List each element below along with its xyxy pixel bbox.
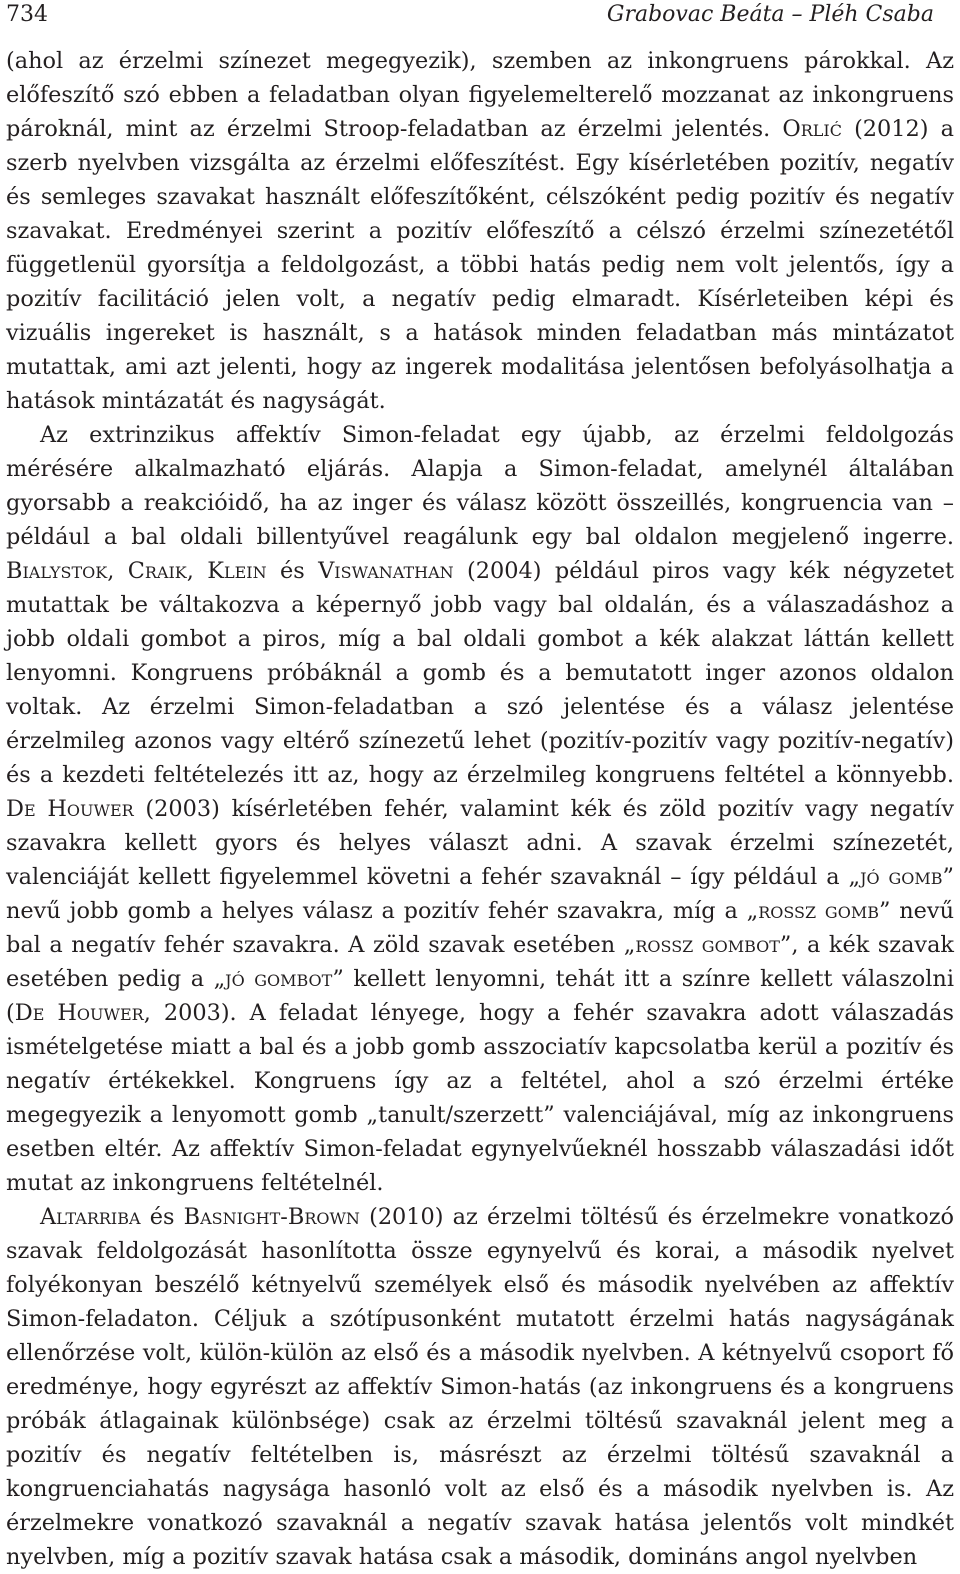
author-name: Bialystok [6,558,108,584]
text-run: és [140,1204,184,1230]
text-run: (2010) az érzelmi töltésű és érzelmekre vonatkozó szavak feldolgozását hasonlította össze egynyelvű és korai, a második nyelvet folyékonyan beszélő kétnyelvű személyek első és második nyelvében az affektív Simon-feladaton. Céljuk a szótípusonként mutatott érzelmi hatás nagyságának ellenőrzése volt, külön-külön az első és a második nyelvben. A kétnyelvű csoport fő eredménye, hogy egyrészt az affektív Simon-hatás (az inkongruens és a kongruens próbák átlagainak különbsége) csak az érzelmi töltésű szavaknál jelent meg a pozitív és negatív feltételben is, másrészt az érzelmi töltésű szavaknál a kongruenciahatás nagysága hasonló volt az első és a második nyelvben is. Az érzelmekre vonatkozó szavaknál a negatív szavak hatása jelentős volt mindkét nyelvben, míg a pozitív szavak hatása csak a második, domináns angol nyelvben [6,1204,954,1570]
author-name: De Houwer [14,1000,144,1026]
button-label-term: jó gomb [860,864,943,890]
text-run: ” nevű bal a negatív fehér szavakra. A zöld szavak esetében „ [6,898,954,958]
author-name: Klein [207,558,267,584]
text-run: és [266,558,319,584]
paragraph-1 [6,44,954,418]
text-run: ” nevű jobb gomb a helyes válasz a pozitív fehér szavakra, míg a „ [6,864,954,924]
text-run: ” kellett lenyomni, tehát itt a színre kellett válaszolni ( [6,966,954,1026]
page-number: 734 [6,2,48,27]
text-run: (ahol az érzelmi színezet megegyezik), szemben az inkongruens párokkal. Az előfeszítő szó ebben a feladatban olyan figyelemelterelő mozzanat az inkongruens pároknál, mint az érzelmi Stroop-feladatban az érzelmi jelentés. [6,48,954,142]
text-run: (2003) kísérletében fehér, valamint kék és zöld pozitív vagy negatív szavakra kellett gyors és helyes választ adni. A szavak érzelmi színezetét, valenciáját kellett figyelemmel követni a fehér szavaknál – így például a „ [6,796,954,890]
document-page [6,0,954,1570]
text-run: ”, a kék szavak esetében pedig a „ [6,932,954,992]
text-run: (2004) például piros vagy kék négyzetet mutattak be váltakozva a képernyő jobb vagy bal oldalán, és a válaszadáshoz a jobb oldali gombot a piros, míg a bal oldali gombot a kék alakzat láttán kellett lenyomni. Kongruens próbáknál a gomb és a bemutatott inger azonos oldalon voltak. Az érzelmi Simon-feladatban a szó jelentése és a válasz jelentése érzelmileg azonos vagy eltérő színezetű lehet (pozitív-pozitív vagy pozitív-negatív) és a kezdeti feltételezés itt az, hogy az érzelmileg kongruens feltétel a könnyebb. [6,558,954,788]
author-name: Orlić [782,116,842,142]
author-name: Basnight-Brown [183,1204,360,1230]
paragraph-2 [6,418,954,1200]
text-run: , [186,558,208,584]
text-run: , [107,558,128,584]
text-run: , 2003). A feladat lényege, hogy a fehér szavakra adott válaszadás ismételgetése miatt a bal és a jobb gomb asszociatív kapcsolatba kerül a pozitív és negatív értékekkel. Kongruens így az a feltétel, ahol a szó érzelmi értéke megegyezik a lenyomott gomb „tanult/szerzett” valenciájával, míg az inkongruens esetben eltér. Az affektív Simon-feladat egynyelvűeknél hosszabb válaszadási időt mutat az inkongruens feltételnél. [6,1000,954,1196]
author-name: Altarriba [40,1204,141,1230]
running-head: Grabovac Beáta – Pléh Csaba [606,2,934,27]
button-label-term: jó gombot [225,966,333,992]
button-label-term: rossz gombot [635,932,780,958]
text-run: (2012) a szerb nyelvben vizsgálta az érzelmi előfeszítést. Egy kísérletében pozitív, negatív és semleges szavakat használt előfeszítőként, célszóként pedig pozitív és negatív szavakat. Eredményei szerint a pozitív előfeszítő a célszó érzelmi színezetétől függetlenül gyorsítja a feldolgozást, a többi hatás pedig nem volt jelentős, így a pozitív facilitáció jelen volt, a negatív pedig elmaradt. Kísérleteiben képi és vizuális ingereket is használt, s a hatások minden feladatban más mintázatot mutattak, ami azt jelenti, hogy az ingerek modalitása jelentősen befolyásolhatja a hatások mintázatát és nagyságát. [6,116,954,414]
page-header [6,0,954,38]
text-run: Az extrinzikus affektív Simon-feladat egy újabb, az érzelmi feldolgozás mérésére alkalmazható eljárás. Alapja a Simon-feladat, amelynél általában gyorsabb a reakcióidő, ha az inger és válasz között összeillés, kongruencia van – például a bal oldali billentyűvel reagálunk egy bal oldalon megjelenő ingerre. [6,422,954,550]
author-name: Craik [127,558,187,584]
author-name: Viswanathan [318,558,454,584]
paragraph-3 [6,1200,954,1574]
author-name: De Houwer [6,796,134,822]
body-text [6,44,954,1574]
button-label-term: rossz gomb [758,898,879,924]
